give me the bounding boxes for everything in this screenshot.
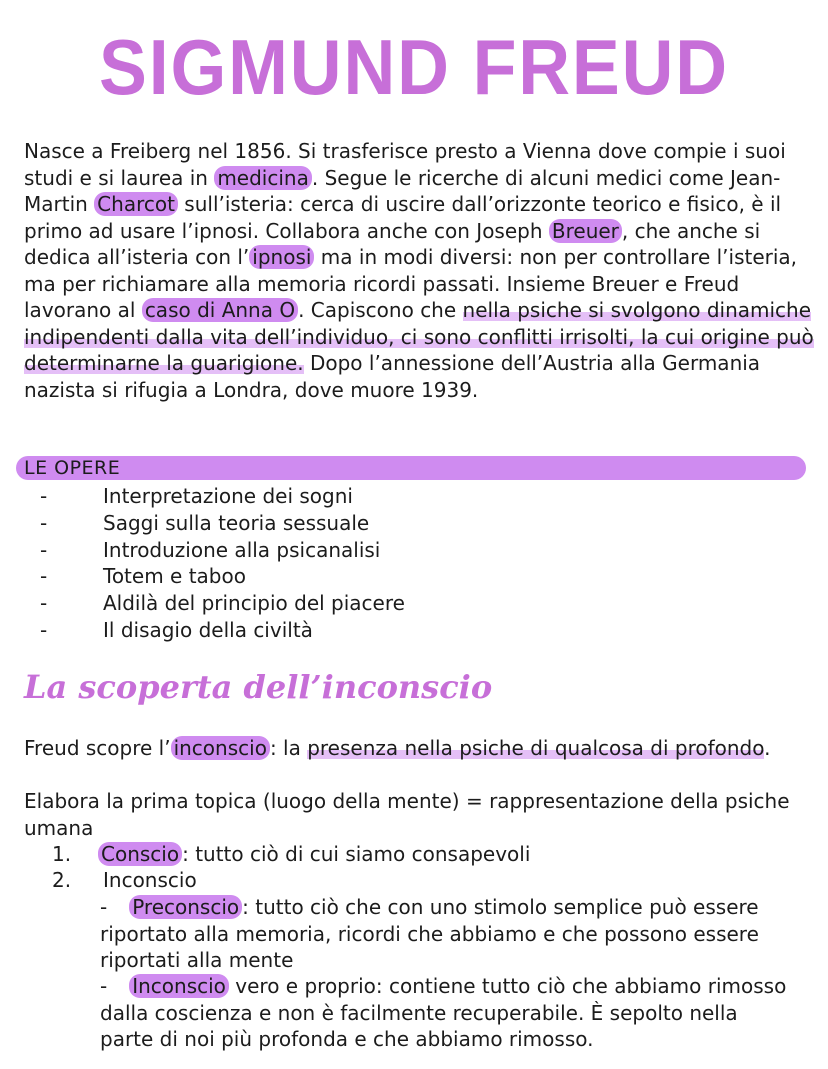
page-title: SIGMUND FREUD [99,23,729,111]
dash-bullet: - [40,510,48,535]
text: : tutto ciò di cui siamo consapevoli [182,842,531,866]
list-item [40,483,405,510]
work-title: Il disagio della civiltà [103,617,313,642]
bio-text: ma in modi diversi: non per controllare l’isteria, ma per richiamare alla memoria ricordi passati. Insieme Breuer e Freud lavorano al [24,245,798,322]
biography-paragraph [24,138,814,403]
underline-profondo: presenza nella psiche di qualcosa di profondo [307,736,765,760]
bio-text: Nasce a Freiberg nel 1856. Si trasferisce presto a Vienna dove compie i suoi studi e si laurea in [24,139,786,190]
list-item [40,590,405,617]
list-item [40,563,405,590]
work-title: Totem e taboo [103,564,246,589]
highlight-anna-o: caso di Anna O [142,298,298,322]
work-title: Saggi sulla teoria sessuale [103,510,370,535]
list-item [40,510,405,537]
bio-text: , che anche si dedica all’isteria con l’ [24,218,761,269]
dash-bullet: - [40,617,48,642]
bio-text: Dopo l’annessione dell’Austria alla Germania nazista si rifugia a Londra, dove muore 1939. [24,351,761,402]
dash-bullet: - [40,484,48,508]
opere-header-bar [16,456,806,480]
highlight-inconscio-vero: Inconscio [129,974,229,998]
underline-psiche: nella psiche si svolgono dinamiche indipendenti dalla vita dell’individuo, ci sono conflitti irrisolti, la cui origine può determinarne la guarigione. [24,298,814,375]
list-item-inconscio: Inconscio [103,868,197,892]
highlight-inconscio: inconscio [171,736,270,760]
work-title: Introduzione alla psicanalisi [103,537,381,562]
inconscio-intro [24,735,814,762]
list-item [40,537,405,564]
work-title: Interpretazione dei sogni [103,484,353,508]
highlight-ipnosi: ipnosi [249,245,314,269]
dash-bullet: - [40,564,48,589]
text: vero e proprio: contiene tutto ciò che abbiamo rimosso dalla coscienza e non è facilmente recuperabile. È sepolto nella parte di noi più profonda e che abbiamo rimosso. [100,974,787,1051]
dash-bullet: - [100,895,108,919]
dash-bullet: - [100,974,108,998]
bio-text: . Segue le ricerche di alcuni medici come Jean-Martin [24,165,781,216]
text: : la [269,736,308,760]
dash-bullet: - [40,591,48,616]
highlight-conscio: Conscio [98,842,182,866]
bio-text: . Capiscono che [298,298,463,322]
topica-paragraph: Elabora la prima topica (luogo della mente) = rappresentazione della psiche umana [24,789,790,840]
list-number: 2. [52,868,72,892]
works-list [40,483,405,644]
work-title: Aldilà del principio del piacere [103,591,405,616]
text: . [764,736,771,760]
list-number: 1. [52,842,72,866]
list-item [40,617,405,644]
bio-text: sull’isteria: cerca di uscire dall’orizzonte teorico e fisico, è il primo ad usare l’ipnosi. Collabora anche con Joseph [24,192,782,243]
highlight-breuer: Breuer [549,219,622,243]
highlight-preconscio: Preconscio [129,895,242,919]
sub-item-preconscio [100,894,790,974]
dash-bullet: - [40,537,48,562]
highlight-medicina: medicina [214,166,312,190]
sub-item-inconscio [100,973,790,1053]
text: : tutto ciò che con uno stimolo semplice può essere riportato alla memoria, ricordi che abbiamo e che possono essere riportati alla mente [100,895,759,972]
section-title-inconscio: La scoperta dell’inconscio [24,668,493,706]
highlight-charcot: Charcot [94,192,178,216]
list-item-conscio [98,841,798,868]
text: Freud scopre l’ [24,736,171,760]
opere-heading: LE OPERE [24,457,121,479]
